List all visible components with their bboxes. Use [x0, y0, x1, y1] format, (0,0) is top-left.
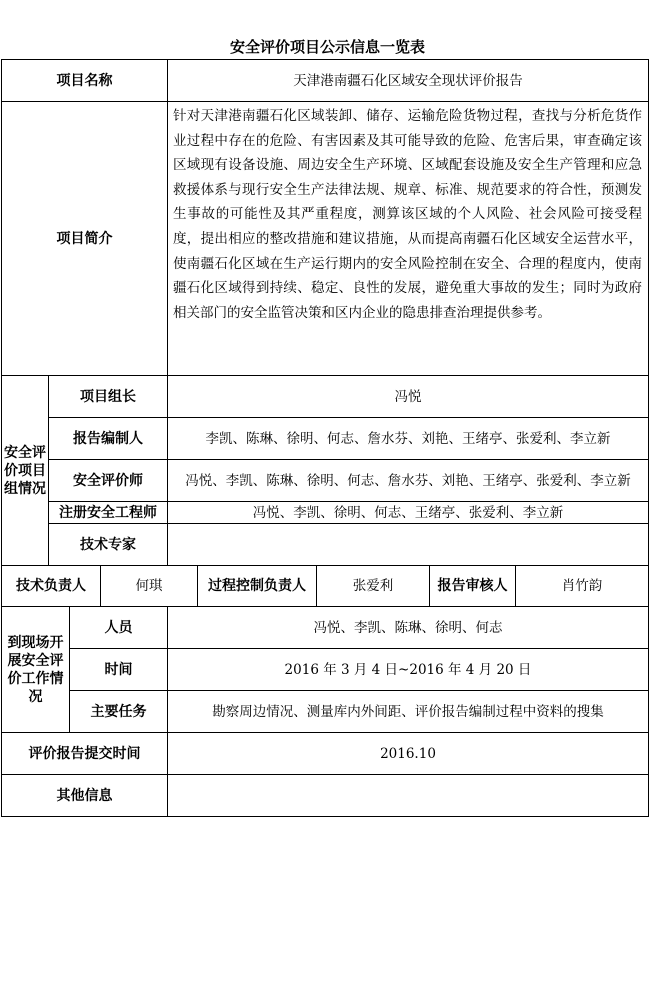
onsite-tasks-value: 勘察周边情况、测量库内外间距、评价报告编制过程中资料的搜集	[168, 691, 649, 733]
team-evaluators-value: 冯悦、李凯、陈琳、徐明、何志、詹水芬、刘艳、王绪亭、张爱利、李立新	[168, 460, 649, 502]
process-control-label: 过程控制负责人	[198, 566, 317, 607]
tech-lead-value: 何琪	[101, 566, 198, 607]
team-editors-value: 李凯、陈琳、徐明、何志、詹水芬、刘艳、王绪亭、张爱利、李立新	[168, 418, 649, 460]
team-experts-value	[168, 524, 649, 566]
tech-lead-label: 技术负责人	[2, 566, 101, 607]
team-engineers-label: 注册安全工程师	[49, 502, 168, 524]
team-experts-label: 技术专家	[49, 524, 168, 566]
process-control-value: 张爱利	[317, 566, 430, 607]
team-group-label: 安全评价项目组情况	[2, 376, 49, 566]
onsite-tasks-label: 主要任务	[70, 691, 168, 733]
submit-time-value: 2016.10	[168, 733, 649, 775]
team-evaluators-label: 安全评价师	[49, 460, 168, 502]
onsite-personnel-label: 人员	[70, 607, 168, 649]
team-leader-label: 项目组长	[49, 376, 168, 418]
other-info-value	[168, 775, 649, 817]
onsite-personnel-value: 冯悦、李凯、陈琳、徐明、何志	[168, 607, 649, 649]
report-reviewer-label: 报告审核人	[430, 566, 516, 607]
report-reviewer-value: 肖竹韵	[516, 566, 649, 607]
team-engineers-value: 冯悦、李凯、徐明、何志、王绪亭、张爱利、李立新	[168, 502, 649, 524]
page-title: 安全评价项目公示信息一览表	[229, 38, 425, 56]
project-intro-value: 针对天津港南疆石化区域装卸、储存、运输危险货物过程，查找与分析危货作业过程中存在的危险、有害因素及其可能导致的危险、危害后果，审查确定该区域现有设备设施、周边安全生产环境、区域配套设施及安全生产管理和应急救援体系与现行安全生产法律法规、规章、标准、规范要求的符合性，预测发生事故的可能性及其严重程度，测算该区域的个人风险、社会风险可接受程度，提出相应的整改措施和建议措施，从而提高南疆石化区域安全运营水平，使南疆石化区域在生产运行期内的安全风险控制在安全、合理的程度内，使南疆石化区域得到持续、稳定、良性的发展，避免重大事故的发生；同时为政府相关部门的安全监管决策和区内企业的隐患排查治理提供参考。	[168, 102, 649, 376]
onsite-group-label: 到现场开展安全评价工作情况	[2, 607, 70, 733]
onsite-time-value: 2016 年 3 月 4 日~2016 年 4 月 20 日	[168, 649, 649, 691]
team-editors-label: 报告编制人	[49, 418, 168, 460]
other-info-label: 其他信息	[2, 775, 168, 817]
onsite-time-label: 时间	[70, 649, 168, 691]
project-name-label: 项目名称	[2, 60, 168, 102]
team-leader-value: 冯悦	[168, 376, 649, 418]
project-intro-label: 项目简介	[2, 102, 168, 376]
info-table	[1, 59, 649, 817]
project-name-value: 天津港南疆石化区域安全现状评价报告	[168, 60, 649, 102]
submit-time-label: 评价报告提交时间	[2, 733, 168, 775]
